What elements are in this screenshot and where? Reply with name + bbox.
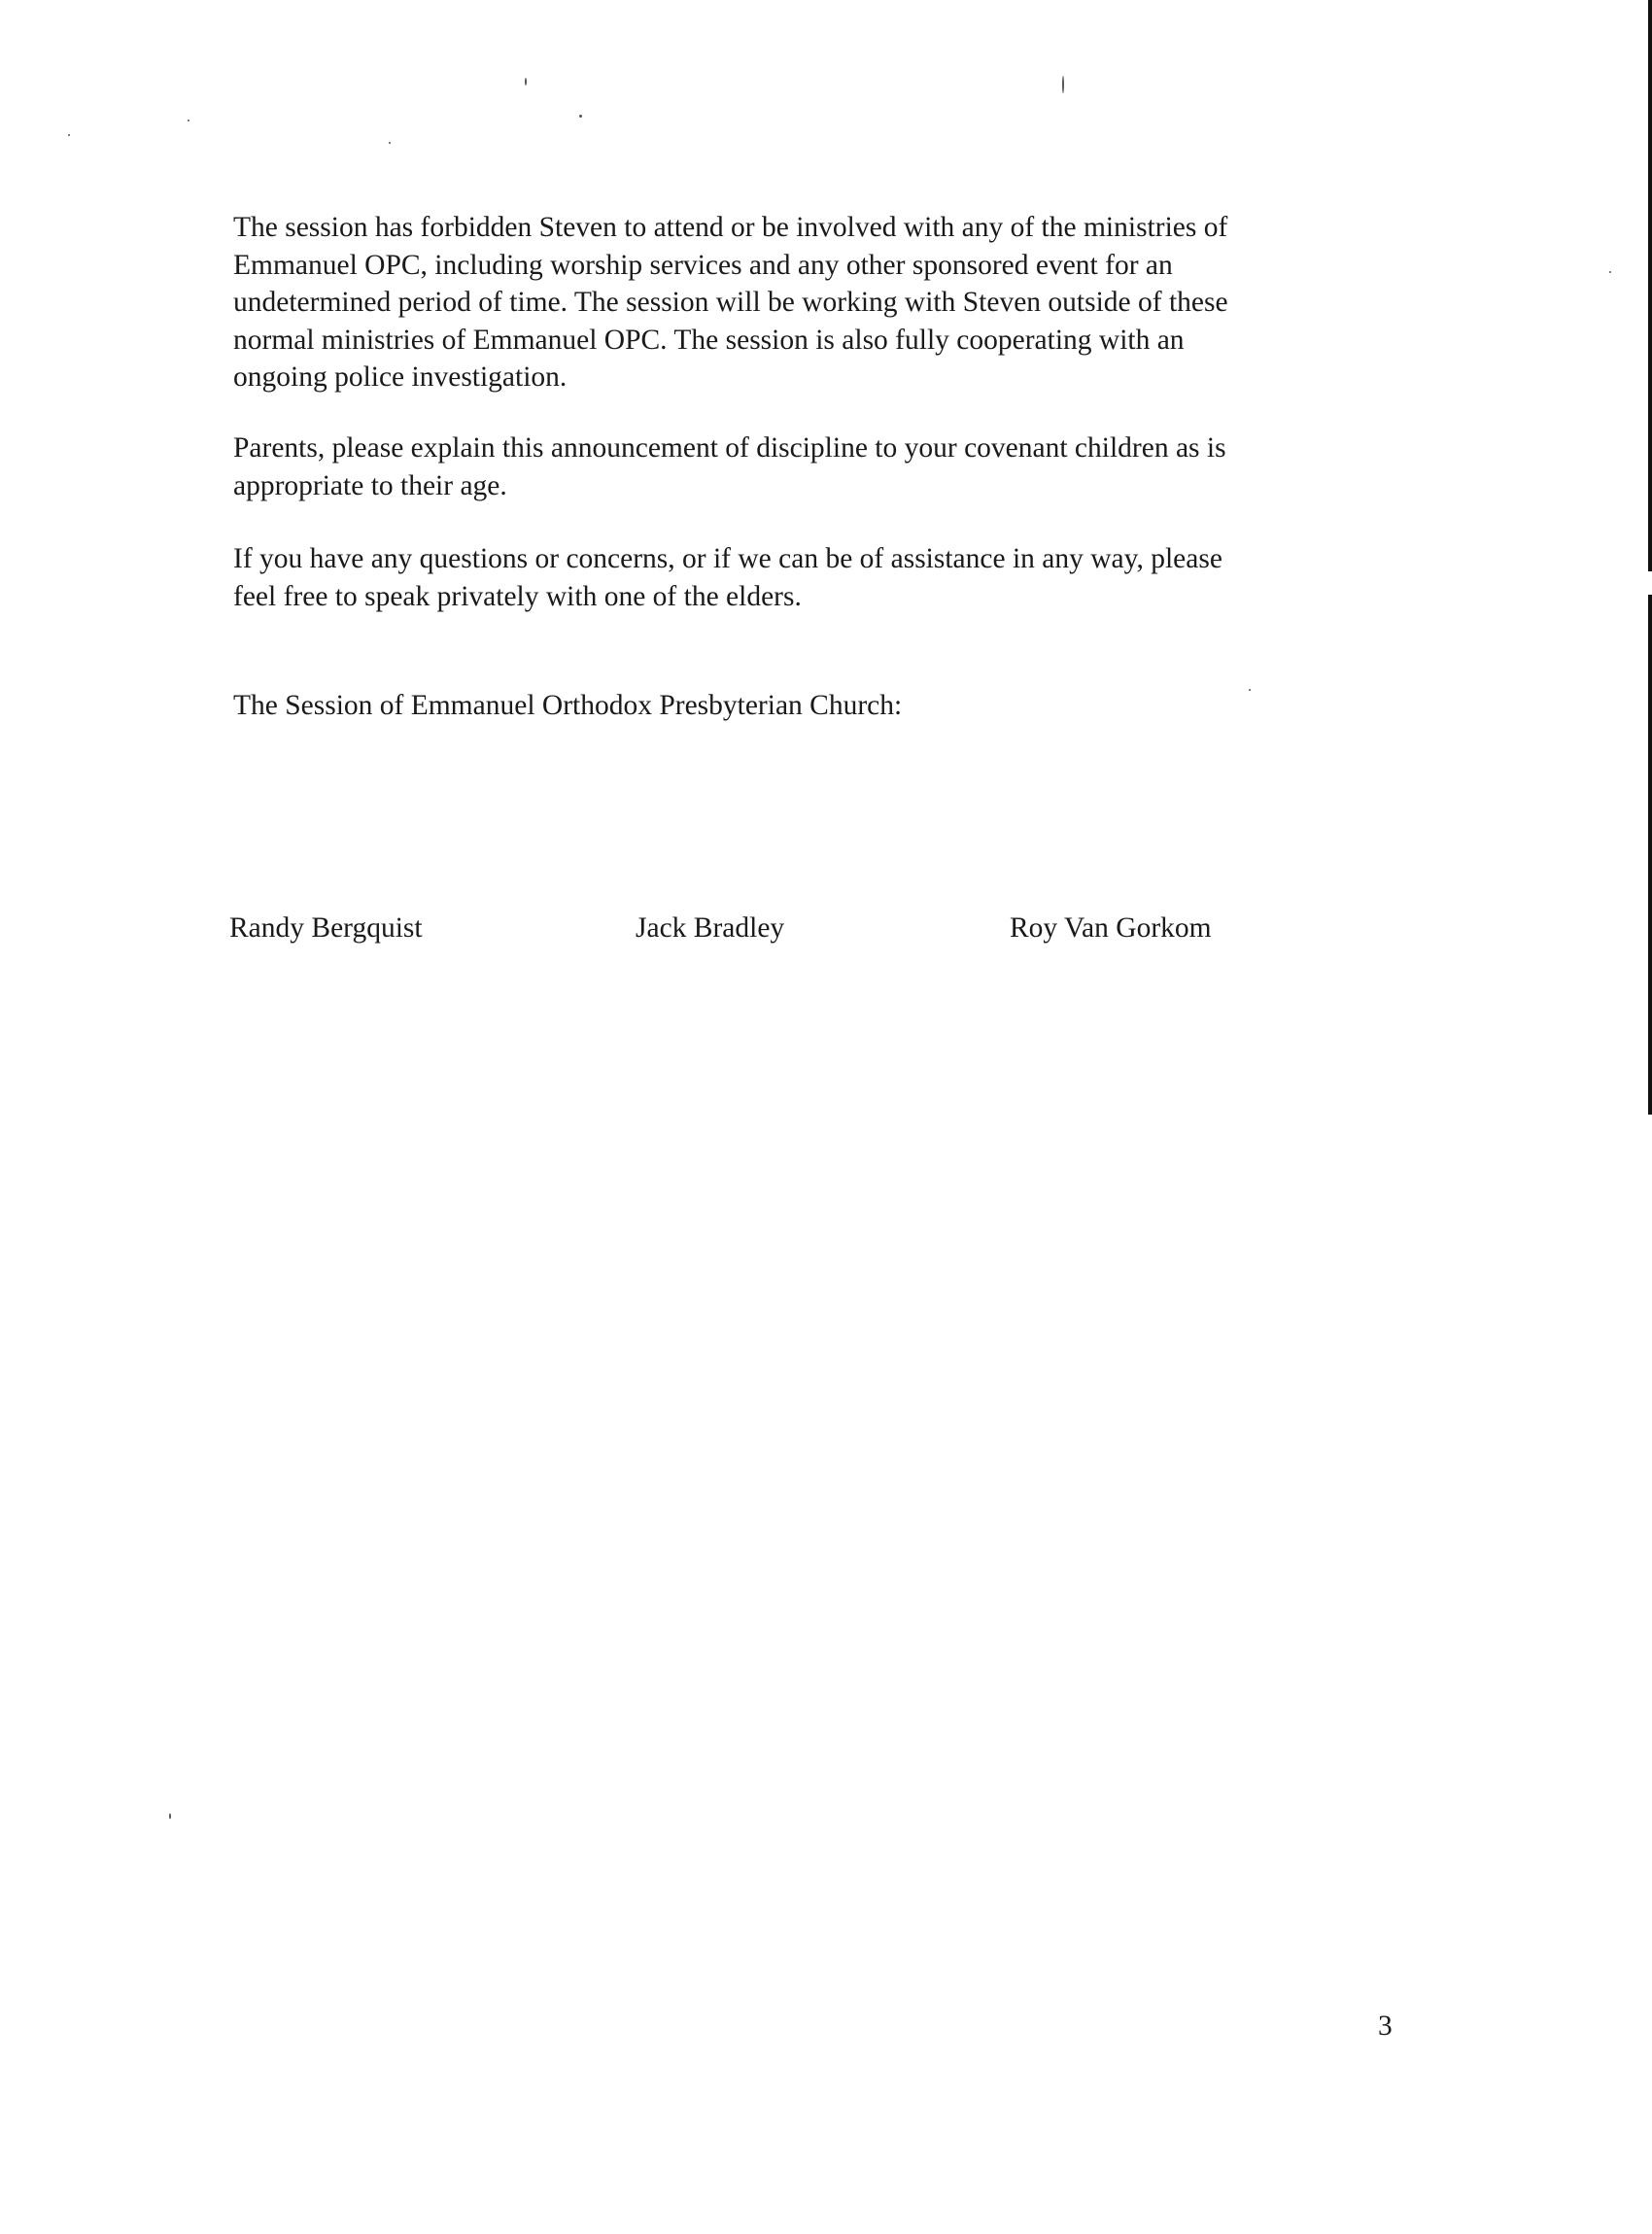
scan-speck bbox=[68, 134, 70, 136]
text-line: undetermined period of time. The session will be working with Steven outside of these bbox=[233, 287, 1228, 318]
scan-edge-mark bbox=[1648, 39, 1652, 571]
text-line: feel free to speak privately with one of the elders. bbox=[233, 580, 802, 612]
scan-speck bbox=[1609, 271, 1611, 273]
signatory-name: Randy Bergquist bbox=[229, 912, 423, 944]
scan-edge-mark bbox=[1648, 0, 1652, 39]
text-line: Parents, please explain this announcement of discipline to your covenant children as is bbox=[233, 432, 1226, 464]
signatory-name: Jack Bradley bbox=[636, 912, 785, 944]
discipline-paragraph bbox=[233, 209, 1419, 396]
scan-speck bbox=[579, 115, 582, 118]
text-line: If you have any questions or concerns, or if we can be of assistance in any way, please bbox=[233, 543, 1222, 574]
text-line: appropriate to their age. bbox=[233, 469, 507, 501]
text-line: Emmanuel OPC, including worship services and any other sponsored event for an bbox=[233, 249, 1173, 281]
questions-paragraph bbox=[233, 540, 1419, 615]
scan-edge-mark bbox=[1648, 595, 1652, 1115]
scan-speck bbox=[525, 78, 527, 86]
text-line: normal ministries of Emmanuel OPC. The session is also fully cooperating with an bbox=[233, 324, 1185, 356]
scan-speck bbox=[1062, 76, 1064, 93]
scan-speck bbox=[188, 120, 189, 121]
page-number: 3 bbox=[1378, 2011, 1393, 2042]
scan-speck bbox=[389, 142, 391, 144]
scan-speck bbox=[169, 1813, 171, 1819]
closing-line: The Session of Emmanuel Orthodox Presbyterian Church: bbox=[233, 690, 903, 721]
text-line: The session has forbidden Steven to attend or be involved with any of the ministries of bbox=[233, 212, 1228, 243]
text-line: ongoing police investigation. bbox=[233, 361, 568, 393]
signatory-name: Roy Van Gorkom bbox=[1010, 912, 1212, 944]
parents-paragraph bbox=[233, 430, 1419, 504]
